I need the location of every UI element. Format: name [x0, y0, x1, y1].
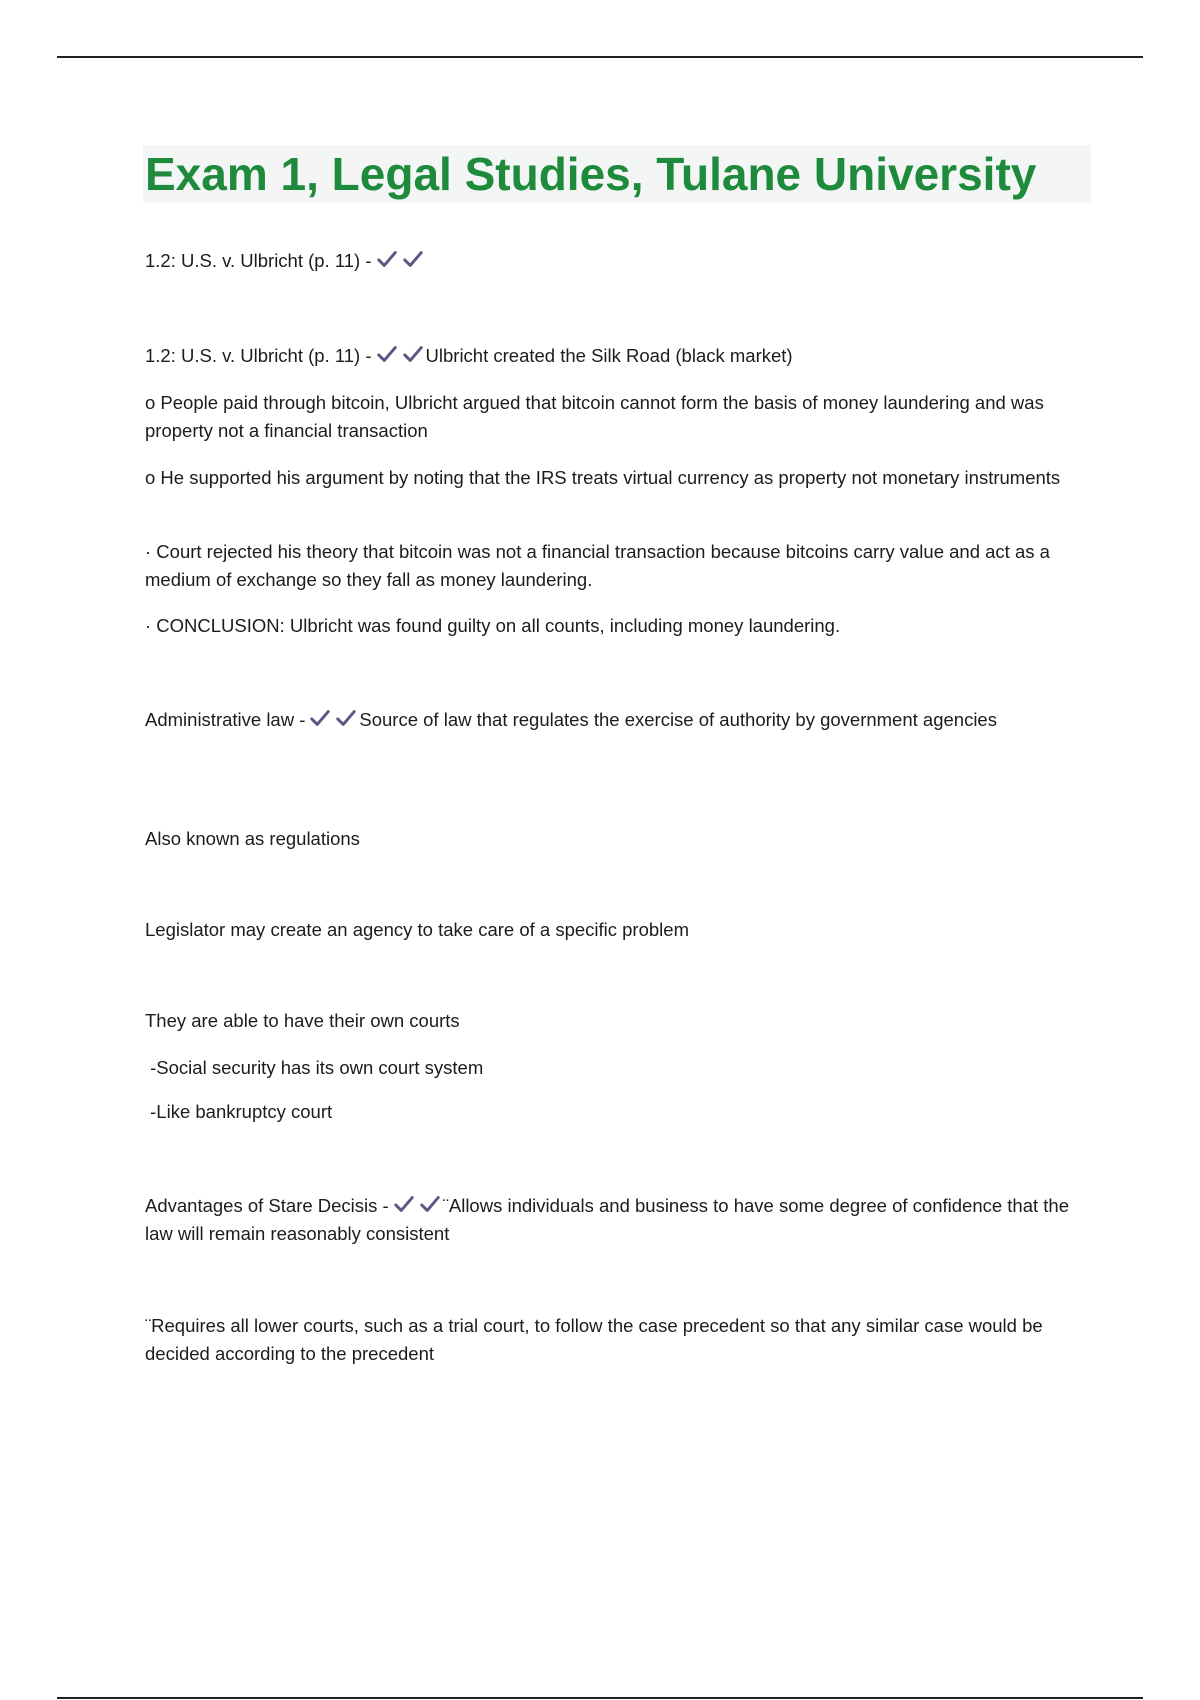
document-title: Exam 1, Legal Studies, Tulane University [143, 145, 1091, 203]
entry-administrative-law [145, 706, 1085, 734]
bullet-irs-argument: o He supported his argument by noting that the IRS treats virtual currency as property not monetary instruments [145, 467, 1061, 488]
text-regulations: Also known as regulations [145, 828, 360, 849]
check-mark-icon [402, 248, 424, 270]
double-check-mark [376, 343, 424, 365]
entry-lead: 1.2: U.S. v. Ulbricht (p. 11) - [145, 250, 372, 271]
entry-stare-decisis [145, 1192, 1085, 1248]
text-lower-courts: ¨Requires all lower courts, such as a trial court, to follow the case precedent so that any similar case would be decided according to the precedent [145, 1315, 1043, 1364]
bullet-court-rejected: · Court rejected his theory that bitcoin was not a financial transaction because bitcoins carry value and act as a medium of exchange so they fall as money laundering. [145, 541, 1050, 590]
check-mark-icon [376, 343, 398, 365]
entry-lead: 1.2: U.S. v. Ulbricht (p. 11) - [145, 345, 372, 366]
text-own-courts: They are able to have their own courts [145, 1010, 460, 1031]
check-mark-icon [335, 707, 357, 729]
double-check-mark [393, 1193, 441, 1215]
bullet-conclusion: · CONCLUSION: Ulbricht was found guilty on all counts, including money laundering. [145, 615, 841, 636]
text-legislator-agency: Legislator may create an agency to take care of a specific problem [145, 919, 689, 940]
text-bankruptcy: -Like bankruptcy court [145, 1101, 333, 1122]
header-rule [57, 56, 1143, 58]
entry-after: ¨Allows individuals and business to have some degree of confidence that the law will remain reasonably consistent [145, 1195, 1070, 1244]
entry-ulbricht-heading [145, 247, 1085, 275]
entry-lead: Advantages of Stare Decisis - [145, 1195, 389, 1216]
entry-ulbricht-answer [145, 342, 1085, 370]
entry-lead: Administrative law - [145, 709, 306, 730]
entry-after: Ulbricht created the Silk Road (black market) [425, 345, 793, 366]
check-mark-icon [419, 1193, 441, 1215]
check-mark-icon [376, 248, 398, 270]
check-mark-icon [309, 707, 331, 729]
double-check-mark [376, 248, 424, 270]
bullet-bitcoin-argument: o People paid through bitcoin, Ulbricht argued that bitcoin cannot form the basis of money laundering and was property not a financial transaction [145, 392, 1044, 441]
double-check-mark [309, 707, 357, 729]
entry-after: Source of law that regulates the exercise of authority by government agencies [359, 709, 997, 730]
footer-rule [57, 1697, 1143, 1699]
check-mark-icon [393, 1193, 415, 1215]
check-mark-icon [402, 343, 424, 365]
text-social-security: -Social security has its own court system [145, 1057, 484, 1078]
